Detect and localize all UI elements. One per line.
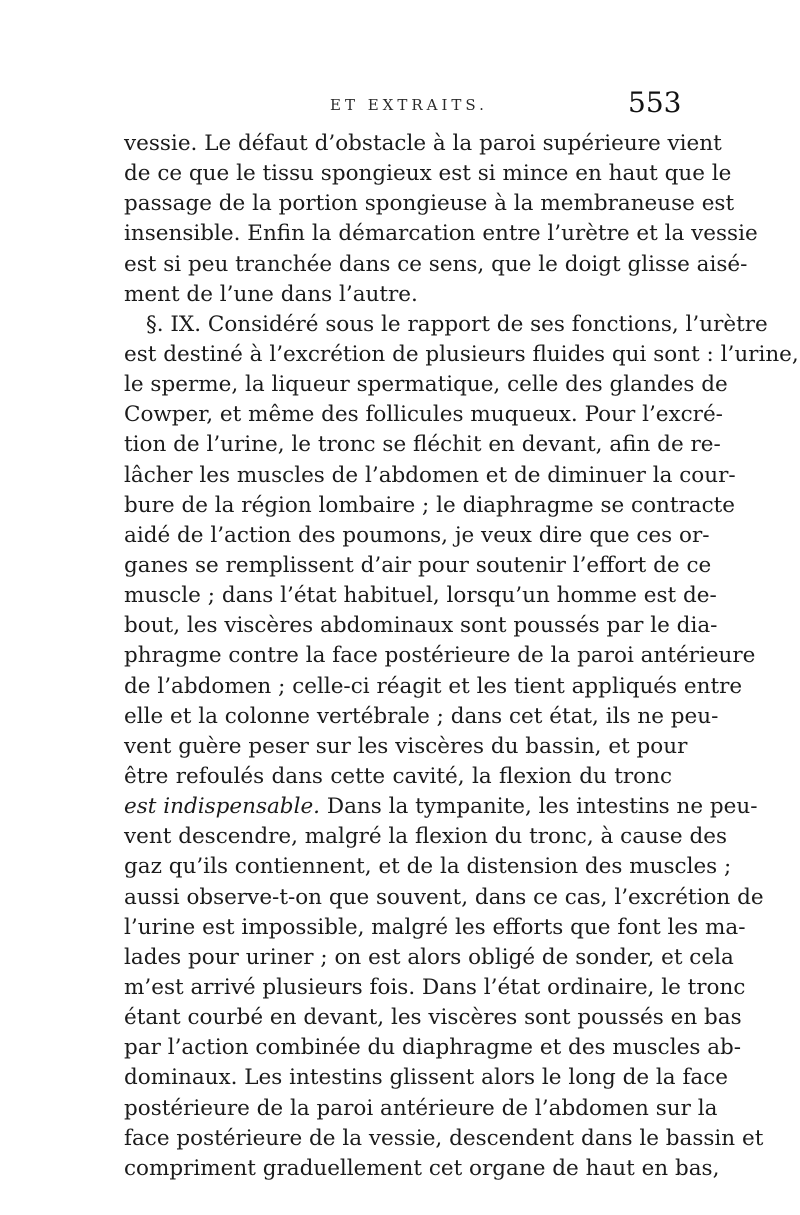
text-line: vessie. Le défaut d’obstacle à la paroi supérieure vient — [124, 131, 722, 156]
text-line: passage de la portion spongieuse à la membraneuse est — [124, 191, 735, 217]
text-line: aussi observe-t-on que souvent, dans ce cas, l’excrétion de — [124, 884, 764, 910]
text-line: être refoulés dans cette cavité, la flexion du tronc — [124, 763, 672, 789]
text-line: tion de l’urine, le tronc se fléchit en devant, afin de re- — [124, 432, 721, 458]
text-line: est si peu tranchée dans ce sens, que le doigt glisse aisé- — [124, 251, 748, 277]
text-line: elle et la colonne vertébrale ; dans cet état, ils ne peu- — [124, 703, 719, 729]
text-line: aidé de l’action des poumons, je veux dire que ces or- — [124, 522, 710, 548]
text-line: le sperme, la liqueur spermatique, celle des glandes de — [124, 372, 728, 398]
text-line: insensible. Enfin la démarcation entre l’urètre et la vessie — [124, 221, 758, 247]
text-line: par l’action combinée du diaphragme et des muscles ab- — [124, 1035, 742, 1061]
text-line: phragme contre la face postérieure de la paroi antérieure — [124, 643, 756, 669]
text-line: muscle ; dans l’état habituel, lorsqu’un homme est de- — [124, 583, 717, 609]
page-number: 553 — [628, 86, 682, 119]
running-title: ET EXTRAITS. — [330, 96, 488, 114]
text-line: m’est arrivé plusieurs fois. Dans l’état ordinaire, le tronc — [124, 974, 746, 1000]
text-line: bout, les viscères abdominaux sont poussés par le dia- — [124, 613, 718, 639]
text-line: de l’abdomen ; celle-ci réagit et les tient appliqués entre — [124, 673, 743, 699]
text-line-rest: Dans la tympanite, les intestins ne peu- — [320, 794, 758, 820]
running-head — [0, 86, 800, 126]
text-line: vent guère peser sur les viscères du bassin, et pour — [124, 733, 688, 759]
text-line: étant courbé en devant, les viscères sont poussés en bas — [124, 1005, 742, 1031]
text-line: l’urine est impossible, malgré les efforts que font les ma- — [124, 914, 746, 940]
text-line: gaz qu’ils contiennent, et de la distension des muscles ; — [124, 854, 732, 880]
italic-phrase: est indispensable. — [124, 794, 321, 820]
paragraph-start-line: §. IX. Considéré sous le rapport de ses fonctions, l’urètre — [146, 311, 768, 337]
text-line: face postérieure de la vessie, descendent dans le bassin et — [124, 1125, 764, 1151]
text-line: de ce que le tissu spongieux est si mince en haut que le — [124, 161, 732, 187]
text-line: Cowper, et même des follicules muqueux. Pour l’excré- — [124, 402, 723, 428]
text-line: compriment graduellement cet organe de haut en bas, — [124, 1155, 720, 1181]
text-line: ganes se remplissent d’air pour soutenir l’effort de ce — [124, 552, 712, 578]
text-line: vent descendre, malgré la flexion du tronc, à cause des — [124, 824, 727, 850]
text-line: est destiné à l’excrétion de plusieurs fluides qui sont : l’urine, — [124, 341, 799, 367]
text-line: ment de l’une dans l’autre. — [124, 281, 418, 307]
body-text — [124, 129, 799, 1184]
text-line: lades pour uriner ; on est alors obligé de sonder, et cela — [124, 944, 734, 970]
text-line: lâcher les muscles de l’abdomen et de diminuer la cour- — [124, 462, 736, 488]
text-line: bure de la région lombaire ; le diaphragme se contracte — [124, 492, 736, 518]
text-line-with-italic — [124, 792, 758, 822]
text-line: dominaux. Les intestins glissent alors le long de la face — [124, 1065, 728, 1091]
text-line: postérieure de la paroi antérieure de l’abdomen sur la — [124, 1095, 718, 1121]
